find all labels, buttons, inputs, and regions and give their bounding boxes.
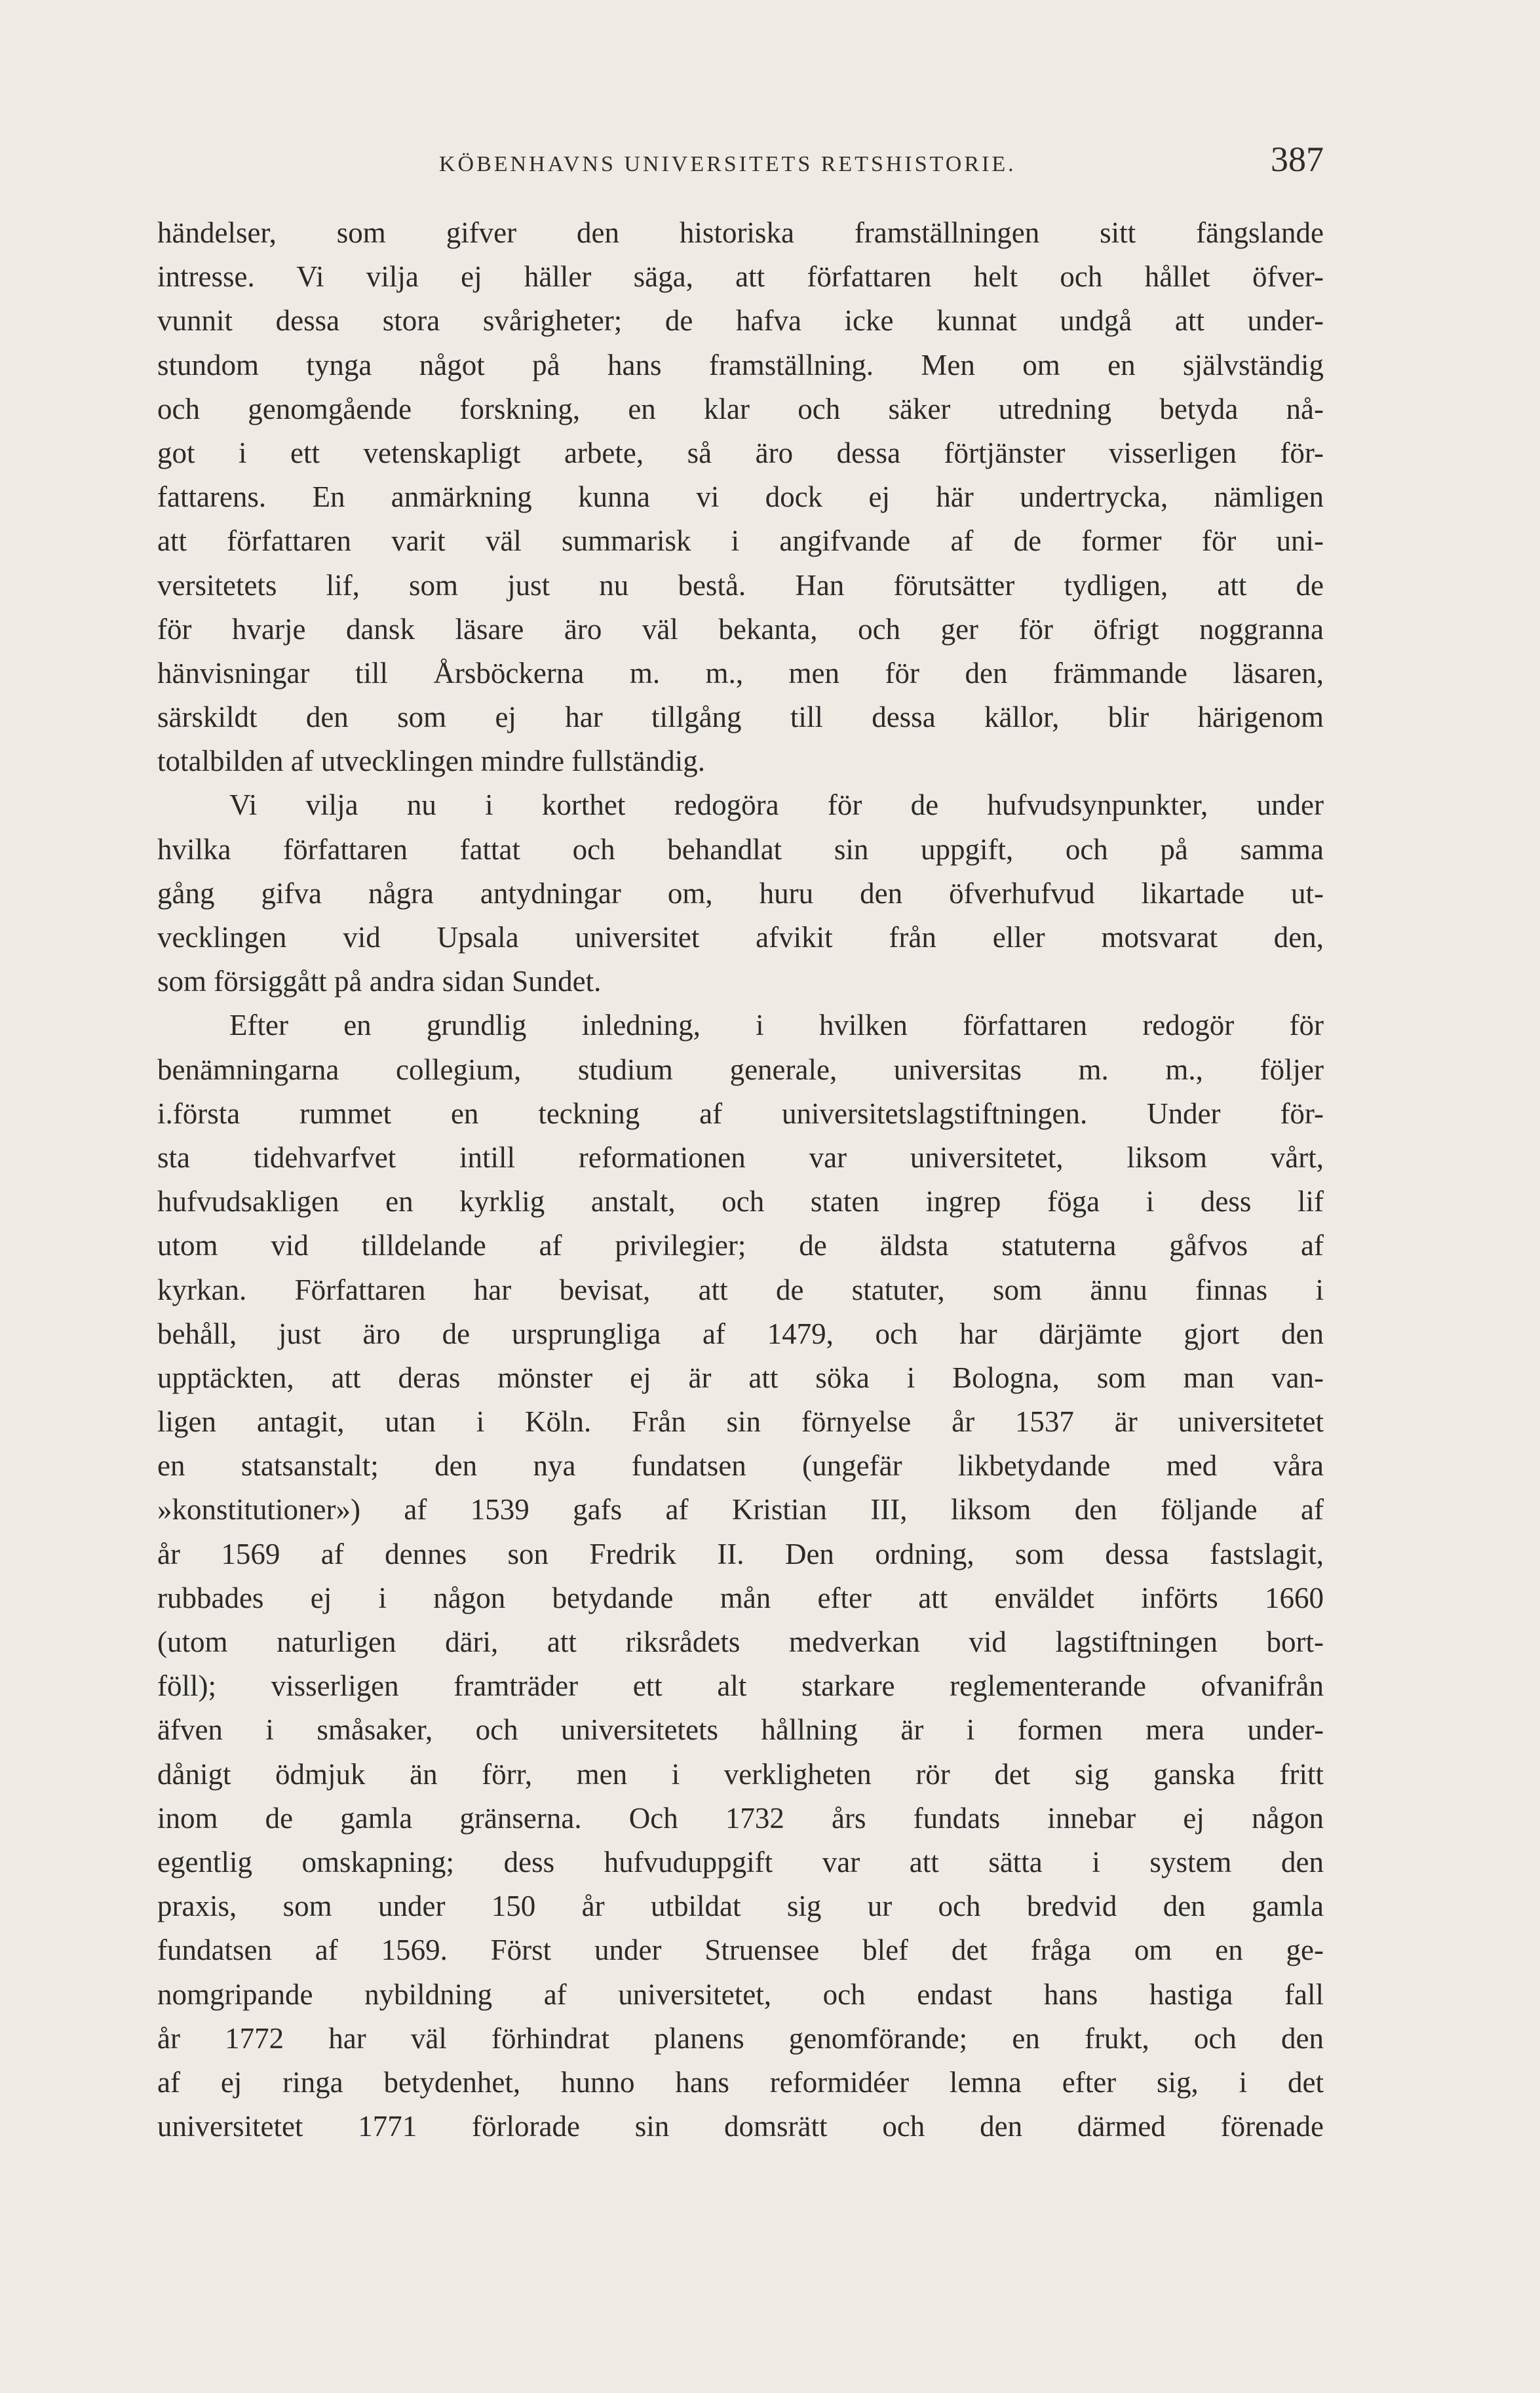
text-line: vunnit dessa stora svårigheter; de hafva icke kunnat undgå att under- — [157, 304, 1324, 338]
text-line: fattarens. En anmärkning kunna vi dock ej här undertrycka, nämligen — [157, 480, 1324, 514]
text-line: intresse. Vi vilja ej häller säga, att författaren helt och hållet öfver- — [157, 260, 1324, 294]
text-line: benämningarna collegium, studium generale, universitas m. m., följer — [157, 1053, 1324, 1086]
text-line: äfven i småsaker, och universitetets hållning är i formen mera under- — [157, 1713, 1324, 1747]
text-line: ligen antagit, utan i Köln. Från sin förnyelse år 1537 är universitetet — [157, 1405, 1324, 1439]
text-line: hvilka författaren fattat och behandlat sin uppgift, och på samma — [157, 832, 1324, 866]
text-line: år 1569 af dennes son Fredrik II. Den ordning, som dessa fastslagit, — [157, 1537, 1324, 1570]
paragraph-end-line: som försiggått på andra sidan Sundet. — [157, 965, 602, 998]
text-line: af ej ringa betydenhet, hunno hans reformidéer lemna efter sig, i det — [157, 2065, 1324, 2099]
page-header — [157, 139, 1324, 191]
text-line: nomgripande nybildning af universitetet, och endast hans hastiga fall — [157, 1977, 1324, 2011]
text-line: versitetets lif, som just nu bestå. Han förutsätter tydligen, att de — [157, 568, 1324, 602]
text-line: sta tidehvarfvet intill reformationen var universitetet, liksom vårt, — [157, 1140, 1324, 1174]
text-line: (utom naturligen däri, att riksrådets medverkan vid lagstiftningen bort- — [157, 1625, 1324, 1658]
text-line: egentlig omskapning; dess hufvuduppgift var att sätta i system den — [157, 1845, 1324, 1878]
text-line: i.första rummet en teckning af universitetslagstiftningen. Under för- — [157, 1097, 1324, 1130]
body-text — [157, 211, 1324, 2149]
text-line: vecklingen vid Upsala universitet afvikit från eller motsvarat den, — [157, 921, 1324, 954]
text-line: fundatsen af 1569. Först under Struensee blef det fråga om en ge- — [157, 1934, 1324, 1967]
text-line: got i ett vetenskapligt arbete, så äro dessa förtjänster visserligen för- — [157, 436, 1324, 469]
text-line: utom vid tilldelande af privilegier; de äldsta statuterna gåfvos af — [157, 1229, 1324, 1262]
running-head: KÖBENHAVNS UNIVERSITETS RETSHISTORIE. — [439, 152, 1016, 176]
page-number: 387 — [1271, 140, 1324, 179]
text-line: särskildt den som ej har tillgång till dessa källor, blir härigenom — [157, 701, 1324, 734]
text-line: universitetet 1771 förlorade sin domsrätt och den därmed förenade — [157, 2110, 1324, 2143]
paragraph-end-line: totalbilden af utvecklingen mindre fullständig. — [157, 745, 706, 778]
text-line: upptäckten, att deras mönster ej är att söka i Bologna, som man van- — [157, 1361, 1324, 1394]
text-line: händelser, som gifver den historiska framställningen sitt fängslande — [157, 216, 1324, 249]
paragraph-start-line: Vi vilja nu i korthet redogöra för de hufvudsynpunkter, under — [229, 788, 1324, 822]
paragraph-start-line: Efter en grundlig inledning, i hvilken författaren redogör för — [229, 1009, 1324, 1042]
text-line: »konstitutioner») af 1539 gafs af Kristian III, liksom den följande af — [157, 1493, 1324, 1527]
text-line: hufvudsakligen en kyrklig anstalt, och staten ingrep föga i dess lif — [157, 1185, 1324, 1218]
text-line: inom de gamla gränserna. Och 1732 års fundats innebar ej någon — [157, 1801, 1324, 1835]
text-line: år 1772 har väl förhindrat planens genomförande; en frukt, och den — [157, 2021, 1324, 2055]
text-line: för hvarje dansk läsare äro väl bekanta, och ger för öfrigt noggranna — [157, 612, 1324, 646]
text-line: en statsanstalt; den nya fundatsen (ungefär likbetydande med våra — [157, 1449, 1324, 1483]
text-line: stundom tynga något på hans framställning. Men om en självständig — [157, 348, 1324, 381]
text-line: att författaren varit väl summarisk i angifvande af de former för uni- — [157, 524, 1324, 558]
text-line: gång gifva några antydningar om, huru den öfverhufvud likartade ut- — [157, 876, 1324, 910]
text-line: rubbades ej i någon betydande mån efter att enväldet införts 1660 — [157, 1581, 1324, 1614]
text-line: behåll, just äro de ursprungliga af 1479, och har därjämte gjort den — [157, 1317, 1324, 1350]
text-line: kyrkan. Författaren har bevisat, att de statuter, som ännu finnas i — [157, 1273, 1324, 1306]
text-line: och genomgående forskning, en klar och säker utredning betyda nå- — [157, 392, 1324, 425]
text-line: hänvisningar till Årsböckerna m. m., men för den främmande läsaren, — [157, 656, 1324, 690]
text-line: praxis, som under 150 år utbildat sig ur och bredvid den gamla — [157, 1890, 1324, 1923]
text-line: dånigt ödmjuk än förr, men i verkligheten rör det sig ganska fritt — [157, 1757, 1324, 1791]
text-line: föll); visserligen framträder ett alt starkare reglementerande ofvanifrån — [157, 1669, 1324, 1703]
